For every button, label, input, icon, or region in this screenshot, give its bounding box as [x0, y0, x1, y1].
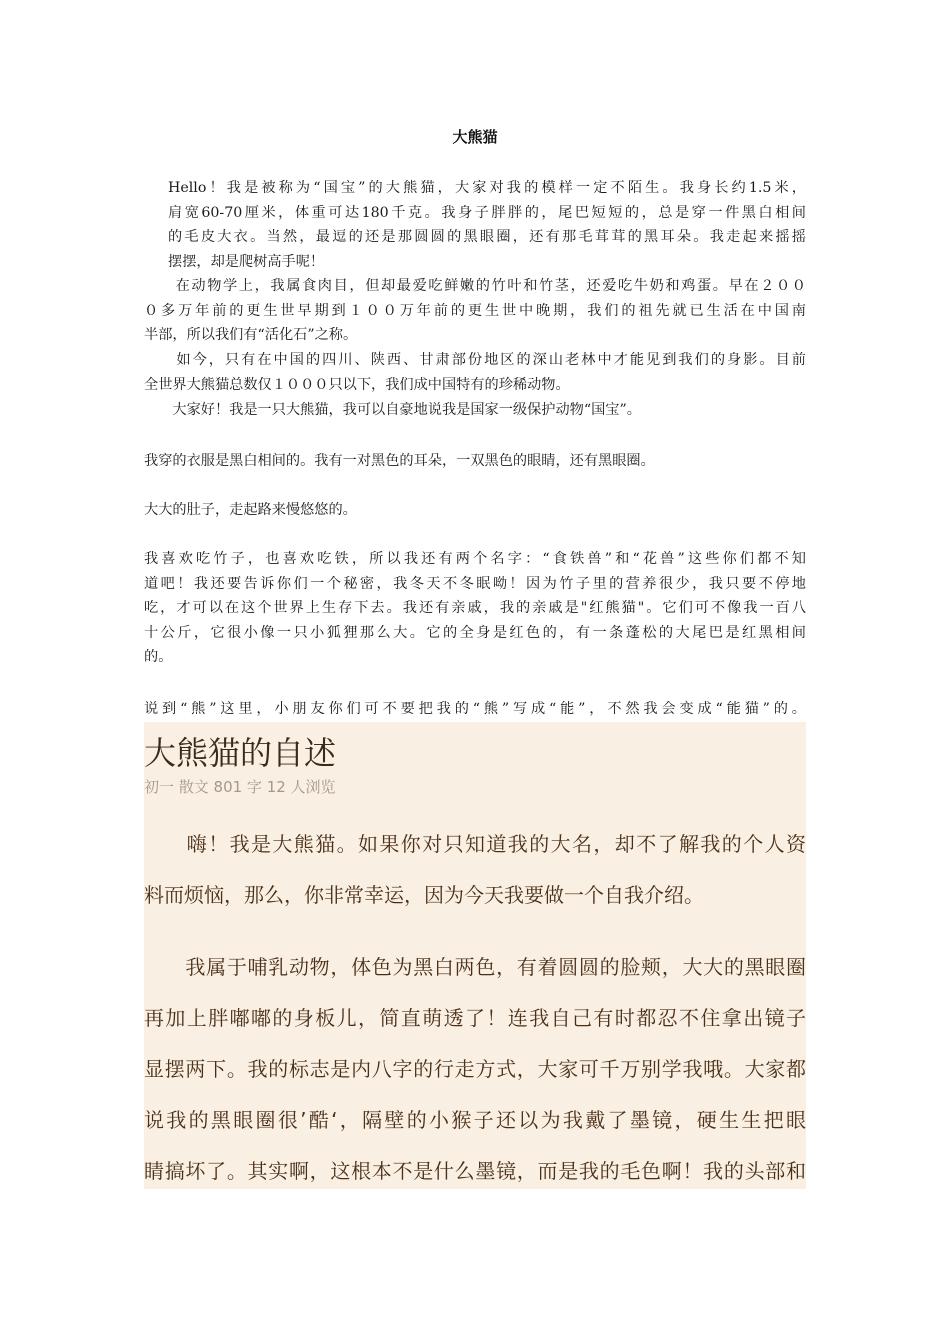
text-line: 睛搞坏了。其实啊，这根本不是什么墨镜，而是我的毛色啊！我的头部和	[144, 1159, 806, 1183]
paragraph-greeting	[144, 398, 806, 423]
text-line: 说到“熊”这里，小朋友你们可不要把我的“熊”写成“能”，不然我会变成“能猫”的。	[144, 701, 806, 717]
text-line: 我穿的衣服是黑白相间的。我有一对黑色的耳朵，一双黑色的眼睛，还有黑眼圈。	[144, 453, 655, 469]
text-line: Hello！我是被称为“国宝”的大熊猫，大家对我的模样一定不陌生。我身长约1.5米，	[168, 180, 806, 196]
essay-paragraph-2	[144, 942, 806, 1189]
text-line: 摆摆，却是爬树高手呢！	[168, 253, 325, 270]
paragraph-zoology	[144, 274, 806, 348]
text-line: 大家好！我是一只大熊猫，我可以自豪地说我是国家一级保护动物“国宝”。	[144, 402, 641, 418]
essay-paragraph-1	[144, 819, 806, 921]
text-line: 如今，只有在中国的四川、陕西、甘肃部份地区的深山老林中才能见到我们的身影。目前	[144, 352, 806, 368]
paragraph-diet	[144, 547, 806, 670]
text-line: 的。	[144, 649, 173, 666]
text-line: 料而烦恼，那么，你非常幸运，因为今天我要做一个自我介绍。	[144, 883, 704, 907]
text-line: 我喜欢吃竹子，也喜欢吃铁，所以我还有两个名字：“食铁兽”和“花兽”这些你们都不知	[144, 551, 806, 567]
paragraph-habitat	[144, 348, 806, 397]
text-line: 肩宽60-70厘米，体重可达180千克。我身子胖胖的，尾巴短短的，总是穿一件黑白相间	[168, 204, 806, 221]
text-line: 嗨！我是大熊猫。如果你对只知道我的大名，却不了解我的个人资	[144, 832, 806, 856]
essay-meta: 初一 散文 801 字 12 人浏览	[144, 778, 336, 796]
text-line: 大大的肚子，走起路来慢悠悠的。	[144, 502, 357, 518]
text-line: 十公斤，它很小像一只小狐狸那么大。它的全身是红色的，有一条蓬松的大尾巴是红黑相间	[144, 624, 806, 641]
document-title: 大熊猫	[452, 128, 498, 146]
essay-title: 大熊猫的自述	[144, 734, 337, 772]
text-line: 的毛皮大衣。当然，最逗的还是那圆圆的黑眼圈，还有那毛茸茸的黑耳朵。我走起来摇摇	[168, 229, 806, 246]
text-line: 全世界大熊猫总数仅１０００只以下，我们成中国特有的珍稀动物。	[144, 376, 570, 393]
paragraph-clothes	[144, 449, 806, 474]
text-line: 道吧！我还要告诉你们一个秘密，我冬天不冬眠呦！因为竹子里的营养很少，我只要不停地	[144, 575, 806, 592]
text-line: ０多万年前的更生世早期到１００万年前的更生世中晚期，我们的祖先就已生活在中国南	[144, 302, 806, 319]
text-line: 半部，所以我们有“活化石”之称。	[144, 327, 358, 344]
text-line: 再加上胖嘟嘟的身板儿，简直萌透了！连我自己有时都忍不住拿出镜子	[144, 1006, 806, 1030]
text-line: 显摆两下。我的标志是内八字的行走方式，大家可千万别学我哦。大家都	[144, 1057, 806, 1081]
text-line: 吃，才可以在这个世界上生存下去。我还有亲戚，我的亲戚是"红熊猫"。它们可不像我一百八	[144, 600, 806, 617]
text-line: 我属于哺乳动物，体色为黑白两色，有着圆圆的脸颊，大大的黑眼圈	[144, 955, 806, 979]
essay-card	[144, 722, 806, 1189]
text-line: 在动物学上，我属食肉目，但却最爱吃鲜嫩的竹叶和竹茎，还爱吃牛奶和鸡蛋。早在２００	[144, 278, 806, 294]
paragraph-closing	[144, 697, 806, 722]
intro-paragraph	[168, 176, 806, 274]
text-line: 说我的黑眼圈很’酷‘，隔壁的小猴子还以为我戴了墨镜，硬生生把眼	[144, 1108, 806, 1132]
paragraph-belly	[144, 498, 806, 523]
